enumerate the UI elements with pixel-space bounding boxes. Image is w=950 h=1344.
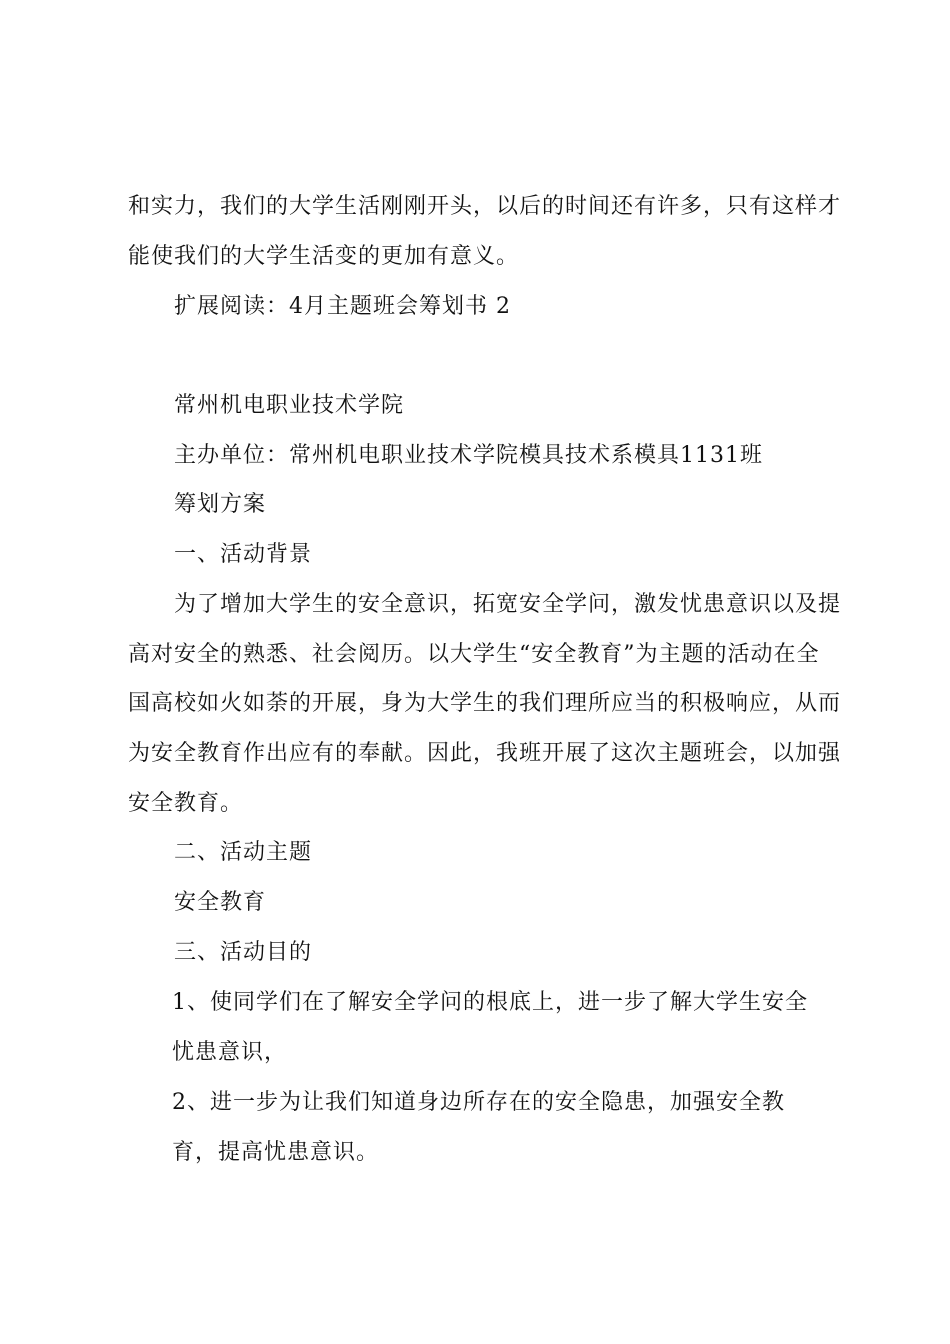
paragraph-line-2: 能使我们的大学生活变的更加有意义。: [128, 244, 520, 269]
plan-title: 筹划方案: [174, 492, 267, 517]
section-heading-background: 一、活动背景: [174, 542, 313, 567]
section-heading-theme: 二、活动主题: [174, 840, 313, 865]
goal-item-2-line-1: 2、进一步为让我们知道身边所存在的安全隐患，加强安全教: [172, 1090, 785, 1115]
extended-reading-heading: 扩展阅读：4月主题班会筹划书 2: [174, 294, 511, 319]
background-paragraph-line-2: 高对安全的熟悉、社会阅历。以大学生“安全教育”为主题的活动在全: [128, 642, 820, 667]
organizer-line: 主办单位：常州机电职业技术学院模具技术系模具1131班: [174, 443, 763, 468]
background-paragraph-line-1: 为了增加大学生的安全意识，拓宽安全学问，激发忧患意识以及提: [174, 592, 842, 617]
goal-item-1-line-1: 1、使同学们在了解安全学问的根底上，进一步了解大学生安全: [172, 990, 808, 1015]
section-heading-goals: 三、活动目的: [174, 940, 313, 965]
background-paragraph-line-5: 安全教育。: [128, 791, 244, 816]
theme-text: 安全教育: [174, 890, 267, 915]
background-paragraph-line-4: 为安全教育作出应有的奉献。因此，我班开展了这次主题班会，以加强: [128, 741, 842, 766]
background-paragraph-line-3: 国高校如火如荼的开展，身为大学生的我们理所应当的积极响应，从而: [128, 691, 842, 716]
goal-item-1-line-2: 忧患意识，: [172, 1040, 288, 1065]
goal-item-2-line-2: 育，提高忧患意识。: [172, 1140, 380, 1165]
paragraph-line-1: 和实力，我们的大学生活刚刚开头，以后的时间还有许多，只有这样才: [128, 194, 842, 219]
college-name: 常州机电职业技术学院: [174, 393, 405, 418]
